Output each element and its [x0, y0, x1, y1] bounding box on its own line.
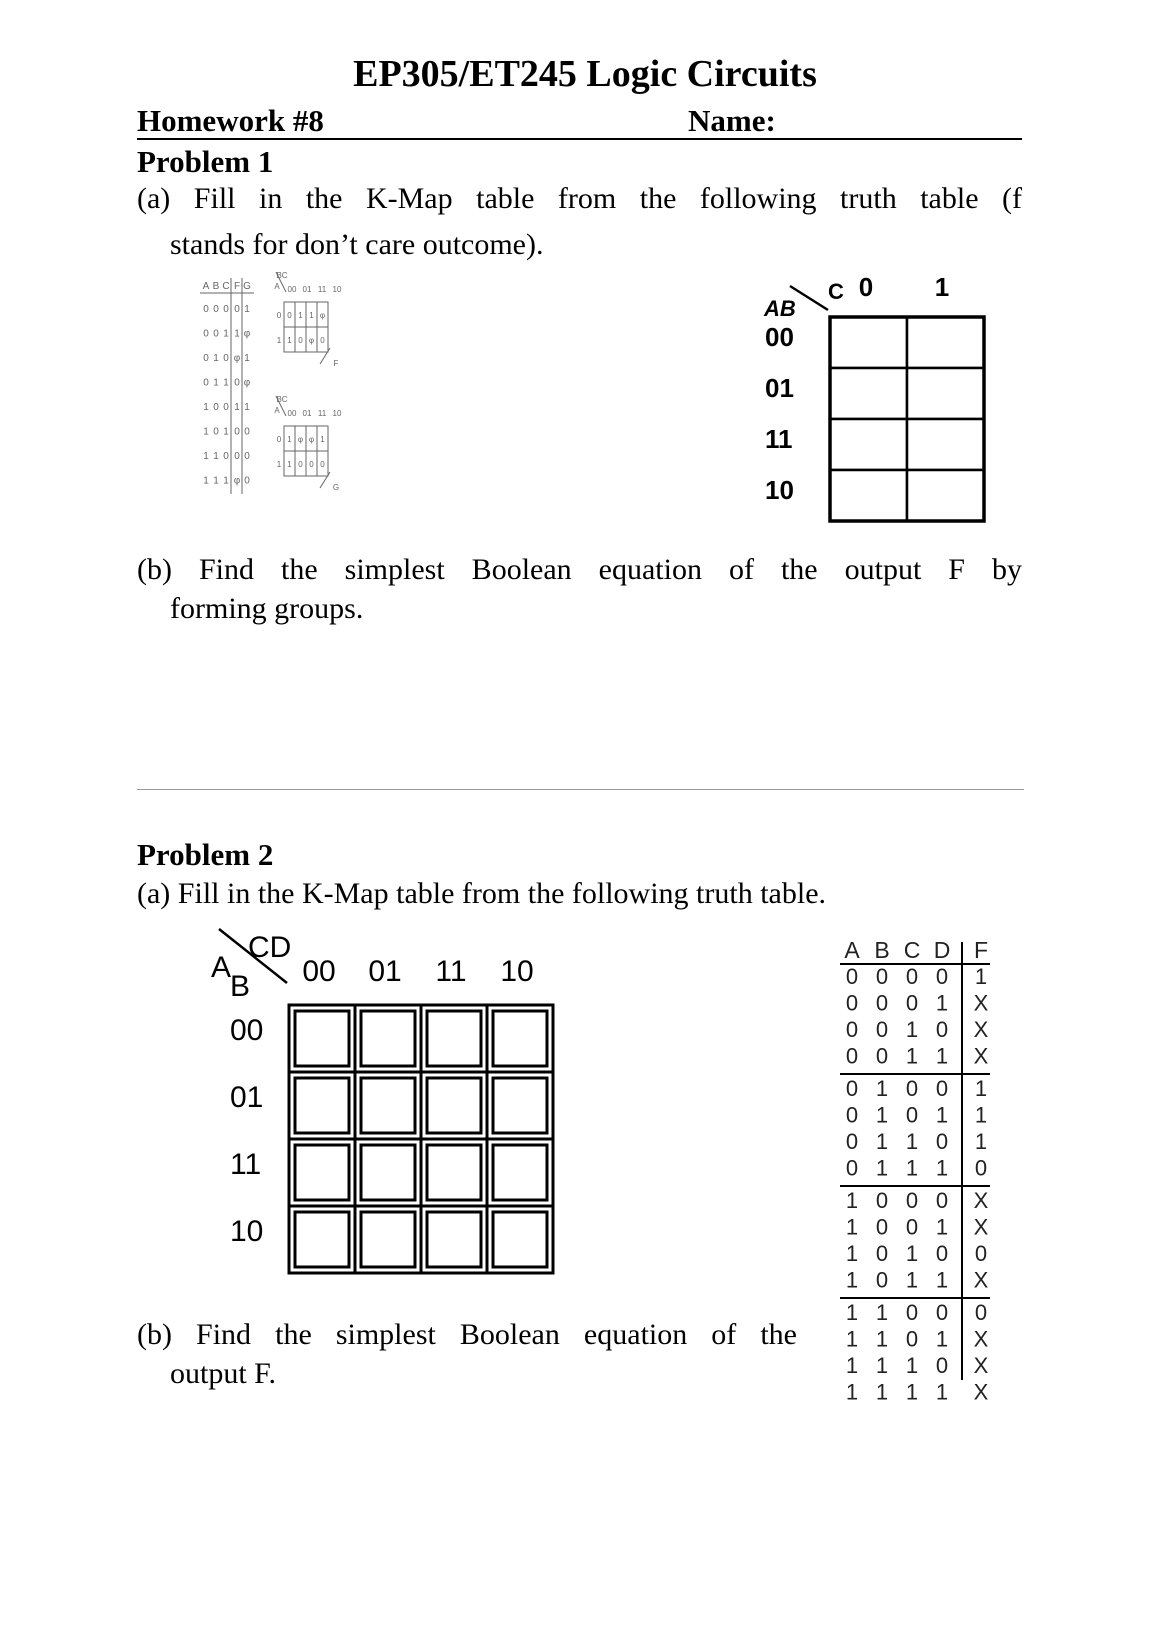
p2-tt-cell: 1 [875, 1300, 889, 1325]
thumb-tt-header: A [202, 281, 210, 292]
kmap2-col-label: 10 [500, 955, 534, 988]
thumb-kmap-col-label: 11 [317, 409, 327, 418]
thumb-tt-cell: 0 [244, 426, 250, 438]
kmap2-row-label: 10 [230, 1215, 264, 1248]
homework-label: Homework #8 [137, 103, 324, 138]
thumb-kmap-var-side: A [274, 406, 280, 415]
kmap2-var-side-a: A [211, 951, 232, 984]
p2-tt-cell: 1 [905, 1155, 919, 1181]
p2-tt-cell: 0 [935, 964, 949, 989]
p2-tt-cell: 1 [905, 1043, 919, 1069]
p2-tt-cell: 0 [935, 1017, 949, 1042]
kmap2-var-side-b: B [230, 970, 251, 1003]
thumb-tt-cell: 1 [223, 475, 229, 487]
thumb-tt-cell: 1 [203, 451, 209, 462]
thumb-tt-cell: 0 [213, 304, 219, 315]
thumb-tt-cell: 0 [203, 328, 209, 340]
p2-tt-cell: 0 [905, 1300, 919, 1325]
kmap1-cell[interactable] [907, 317, 984, 368]
p2-tt-cell: 0 [905, 1102, 919, 1128]
kmap1-row-label: 11 [765, 424, 793, 454]
kmap1-row-label: 01 [765, 373, 794, 403]
p2-tt-cell: 0 [845, 964, 859, 989]
kmap2-cell[interactable] [487, 1005, 553, 1072]
name-label: Name: [688, 103, 776, 138]
thumb-kmap-col-label: 10 [332, 409, 342, 418]
p2-tt-cell: 1 [935, 1043, 949, 1069]
p2-tt-cell: X [973, 1353, 989, 1378]
thumb-tt-cell: 1 [223, 377, 229, 389]
p2-tt-cell: 0 [875, 964, 889, 989]
kmap2-cell[interactable] [421, 1139, 487, 1206]
p2-tt-cell: 0 [905, 964, 919, 989]
p2-tt-header: F [973, 937, 989, 963]
thumb-tt-cell: 1 [244, 402, 250, 413]
header-rule [137, 138, 1022, 140]
kmap1-cell[interactable] [907, 470, 984, 521]
kmap2-col-label: 00 [302, 955, 336, 988]
p2-tt-cell: 1 [875, 1076, 889, 1101]
kmap2-cell[interactable] [421, 1072, 487, 1139]
p2-tt-cell: 1 [875, 1353, 889, 1378]
kmap2-cell[interactable] [487, 1206, 553, 1273]
thumb-kmap-cell-value: φ [308, 336, 315, 345]
thumb-kmap-output-label: G [332, 483, 340, 492]
thumb-kmap-var-top: BC [276, 271, 288, 280]
thumb-tt-cell: 0 [213, 426, 219, 438]
thumb-tt-cell: 1 [244, 304, 250, 315]
thumb-kmap-cell-value: 1 [309, 311, 314, 320]
p2-tt-cell: 1 [845, 1214, 859, 1240]
thumb-truth-table [200, 278, 254, 494]
kmap1-cell[interactable] [907, 419, 984, 470]
p2-tt-cell: 1 [935, 1102, 949, 1128]
thumb-kmap-cell-value: φ [297, 435, 304, 444]
thumb-tt-cell: 0 [223, 304, 229, 315]
thumb-kmap-col-label: 11 [317, 285, 327, 294]
p2-tt-cell: X [973, 1326, 989, 1352]
problem1-kmap [764, 272, 1015, 534]
kmap2-cell[interactable] [487, 1072, 553, 1139]
p2-tt-cell: 0 [935, 1188, 949, 1213]
kmap2-row-label: 00 [230, 1014, 264, 1047]
p2-tt-cell: 0 [845, 990, 859, 1016]
kmap2-cell[interactable] [421, 1206, 487, 1273]
kmap2-cell[interactable] [487, 1139, 553, 1206]
thumb-tt-cell: 0 [234, 304, 240, 315]
kmap2-var-top: CD [248, 931, 292, 964]
p2-tt-cell: 0 [905, 1326, 919, 1352]
thumb-kmap-f [274, 271, 342, 368]
p2-tt-cell: 0 [875, 1241, 889, 1266]
thumb-tt-cell: 0 [223, 353, 229, 364]
kmap1-var-side: AB [764, 296, 796, 321]
p2-tt-cell: X [973, 1043, 989, 1069]
p2-tt-cell: 1 [974, 1076, 988, 1101]
kmap2-cell[interactable] [355, 1139, 421, 1206]
p2-tt-cell: 1 [845, 1241, 859, 1266]
thumb-kmap-row-label: 0 [276, 435, 282, 444]
p2-tt-cell: 0 [845, 1017, 859, 1042]
problem1-part-a-line1: (a) Fill in the K-Map table from the following truth table (f [137, 182, 1022, 215]
kmap2-cell[interactable] [355, 1072, 421, 1139]
thumb-kmap-output-slash [320, 348, 330, 364]
thumb-tt-cell: 1 [213, 353, 219, 364]
thumb-tt-cell: 0 [234, 451, 240, 462]
thumb-tt-cell: 1 [213, 475, 219, 487]
thumb-tt-header: B [212, 281, 220, 292]
kmap1-cell[interactable] [907, 368, 984, 419]
thumb-kmap-col-label: 00 [287, 409, 297, 418]
p2-tt-cell: 0 [845, 1155, 859, 1181]
thumb-kmap-col-label: 10 [332, 285, 342, 294]
thumb-tt-cell: 0 [203, 353, 209, 364]
p2-tt-cell: X [973, 1214, 989, 1240]
thumb-tt-cell: 0 [234, 377, 240, 389]
p2-tt-cell: 1 [974, 1129, 988, 1154]
thumb-kmap-col-label: 00 [287, 285, 297, 294]
p2-tt-cell: 0 [845, 1129, 859, 1154]
thumb-tt-cell: 0 [234, 426, 240, 438]
p2-tt-cell: 1 [845, 1188, 859, 1213]
p2-tt-cell: 1 [845, 1379, 859, 1405]
kmap1-row-label: 10 [765, 475, 794, 505]
thumb-kmap-row-label: 1 [276, 460, 282, 469]
p2-tt-cell: X [973, 1188, 989, 1213]
p2-tt-cell: 1 [845, 1267, 859, 1293]
problem2-part-b-line1: (b) Find the simplest Boolean equation of the [137, 1318, 797, 1351]
thumb-kmap-var-top: BC [276, 395, 288, 404]
p2-tt-cell: 1 [845, 1300, 859, 1325]
problem2-truth-table [840, 937, 1030, 1410]
thumb-kmap-cell-value: 1 [320, 435, 325, 444]
thumb-tt-cell: 0 [203, 377, 209, 389]
p2-tt-cell: 0 [845, 1043, 859, 1069]
p2-tt-cell: 1 [935, 1379, 949, 1405]
kmap1-var-top: C [828, 279, 844, 304]
kmap1-cell[interactable] [830, 317, 907, 368]
p2-tt-cell: 0 [905, 1188, 919, 1213]
thumb-kmap-g [274, 395, 342, 492]
p2-tt-cell: 1 [875, 1129, 889, 1154]
thumb-tt-cell: 1 [244, 353, 250, 364]
p2-tt-cell: 1 [935, 1214, 949, 1240]
thumb-kmap-cell-value: 0 [309, 460, 314, 469]
thumb-tt-cell: 1 [234, 328, 240, 340]
thumb-tt-cell: 0 [244, 451, 250, 462]
problem1-heading: Problem 1 [137, 144, 274, 179]
problem2-kmap [205, 925, 565, 1285]
p2-tt-cell: 0 [875, 1188, 889, 1213]
kmap2-cell[interactable] [289, 1139, 355, 1206]
p2-tt-cell: 0 [875, 1017, 889, 1042]
page-title: EP305/ET245 Logic Circuits [353, 53, 817, 95]
p2-tt-cell: 0 [974, 1155, 988, 1181]
thumb-kmap-cell-value: 1 [287, 336, 292, 345]
thumb-tt-cell: 0 [223, 451, 229, 462]
thumb-kmap-cell-value: 0 [320, 460, 325, 469]
p2-tt-cell: 0 [935, 1241, 949, 1266]
p2-tt-cell: 1 [875, 1102, 889, 1128]
thumb-tt-cell: 1 [203, 426, 209, 438]
thumb-tt-cell: 1 [223, 328, 229, 340]
kmap1-cell[interactable] [830, 368, 907, 419]
thumb-kmap-cell-value: φ [308, 435, 315, 444]
kmap2-cell[interactable] [355, 1005, 421, 1072]
thumb-kmap-cell-value: 0 [320, 336, 325, 345]
p2-tt-cell: 1 [905, 1129, 919, 1154]
kmap1-cell[interactable] [830, 419, 907, 470]
p2-tt-cell: 1 [875, 1379, 889, 1405]
thumb-kmap-cell-value: φ [319, 311, 326, 320]
kmap2-cell[interactable] [289, 1072, 355, 1139]
thumb-kmap-row-label: 0 [276, 311, 282, 320]
thumb-tt-cell: 0 [213, 328, 219, 340]
problem1-part-b-line1: (b) Find the simplest Boolean equation of the output F by [137, 553, 1022, 586]
thumb-tt-cell: φ [243, 328, 251, 340]
thumb-tt-cell: φ [233, 353, 241, 364]
problem1-part-a-line2: stands for don’t care outcome). [170, 228, 544, 261]
thumb-tt-cell: 1 [203, 402, 209, 413]
p2-tt-header: A [844, 937, 860, 963]
thumb-tt-cell: 1 [203, 475, 209, 487]
p2-tt-header: C [903, 937, 921, 963]
p2-tt-cell: X [973, 1379, 989, 1405]
kmap2-cell[interactable] [421, 1005, 487, 1072]
kmap2-cell[interactable] [355, 1206, 421, 1273]
p2-tt-cell: 0 [974, 1241, 988, 1266]
thumb-tt-cell: 0 [203, 304, 209, 315]
thumb-kmap-cell-value: 1 [298, 311, 303, 320]
p2-tt-cell: 1 [974, 964, 988, 989]
p2-tt-cell: 0 [875, 1043, 889, 1069]
thumb-tt-cell: 1 [213, 451, 219, 462]
thumb-tt-cell: 1 [213, 377, 219, 389]
p2-tt-cell: 1 [935, 1267, 949, 1293]
p2-tt-cell: X [973, 1017, 989, 1042]
thumb-kmap-row-label: 1 [276, 336, 282, 345]
thumb-tt-cell: 0 [213, 402, 219, 413]
thumb-tt-cell: 1 [234, 402, 240, 413]
p2-tt-cell: X [973, 990, 989, 1016]
thumb-kmap-cell-value: 1 [287, 460, 292, 469]
p2-tt-cell: X [973, 1267, 989, 1293]
kmap1-row-label: 00 [765, 322, 794, 352]
kmap2-col-label: 11 [435, 955, 467, 988]
p2-tt-cell: 1 [905, 1267, 919, 1293]
p2-tt-cell: 1 [845, 1353, 859, 1378]
kmap2-row-label: 01 [230, 1081, 264, 1114]
kmap2-cell[interactable] [289, 1206, 355, 1273]
problem1-thumbnail-figure [200, 272, 370, 534]
thumb-tt-cell: 1 [223, 426, 229, 438]
kmap2-row-label: 11 [230, 1148, 262, 1181]
p2-tt-cell: 0 [905, 1076, 919, 1101]
p2-tt-cell: 1 [845, 1326, 859, 1352]
p2-tt-cell: 1 [935, 1155, 949, 1181]
thumb-tt-header: F [233, 281, 241, 292]
p2-tt-cell: 0 [845, 1076, 859, 1101]
p2-tt-cell: 1 [875, 1326, 889, 1352]
p2-tt-cell: 0 [935, 1300, 949, 1325]
p2-tt-cell: 0 [935, 1353, 949, 1378]
thumb-tt-cell: 0 [223, 402, 229, 413]
kmap1-col-label: 0 [858, 272, 874, 302]
thumb-tt-cell: φ [243, 377, 251, 389]
p2-tt-cell: 0 [875, 990, 889, 1016]
p2-tt-cell: 1 [974, 1102, 988, 1128]
p2-tt-cell: 1 [875, 1155, 889, 1181]
p2-tt-cell: 1 [935, 990, 949, 1016]
thumb-kmap-output-label: F [333, 359, 339, 368]
thumb-kmap-col-label: 01 [302, 409, 312, 418]
problem2-heading: Problem 2 [137, 837, 274, 872]
p2-tt-cell: 1 [905, 1353, 919, 1378]
thumb-tt-header: G [243, 281, 251, 292]
thumb-kmap-cell-value: 0 [287, 311, 292, 320]
p2-tt-cell: 1 [935, 1326, 949, 1352]
thumb-kmap-col-label: 01 [302, 285, 312, 294]
section-divider [137, 789, 1024, 790]
thumb-tt-header: C [222, 281, 230, 292]
p2-tt-cell: 0 [875, 1214, 889, 1240]
problem1-part-b-line2: forming groups. [170, 592, 364, 625]
problem2-part-b-line2: output F. [170, 1357, 276, 1390]
problem2-part-a: (a) Fill in the K-Map table from the following truth table. [137, 877, 827, 910]
p2-tt-cell: 0 [974, 1300, 988, 1325]
thumb-kmap-cell-value: 0 [298, 460, 303, 469]
thumb-tt-cell: φ [233, 475, 241, 487]
p2-tt-cell: 1 [905, 1241, 919, 1266]
p2-tt-header: B [874, 937, 890, 963]
thumb-kmap-output-slash [320, 472, 330, 488]
thumb-kmap-var-side: A [274, 282, 280, 291]
p2-tt-header: D [933, 937, 951, 963]
p2-tt-cell: 1 [905, 1379, 919, 1405]
kmap2-cell[interactable] [289, 1005, 355, 1072]
thumb-kmap-cell-value: 0 [298, 336, 303, 345]
p2-tt-cell: 1 [905, 1017, 919, 1042]
p2-tt-cell: 0 [845, 1102, 859, 1128]
p2-tt-cell: 0 [875, 1267, 889, 1293]
thumb-kmap-cell-value: 1 [287, 435, 292, 444]
p2-tt-cell: 0 [905, 1214, 919, 1240]
thumb-tt-cell: 0 [244, 475, 250, 487]
kmap1-cell[interactable] [830, 470, 907, 521]
p2-tt-cell: 0 [935, 1076, 949, 1101]
p2-tt-cell: 0 [935, 1129, 949, 1154]
kmap1-col-label: 1 [934, 272, 950, 302]
p2-tt-cell: 0 [905, 990, 919, 1016]
kmap2-col-label: 01 [368, 955, 402, 988]
